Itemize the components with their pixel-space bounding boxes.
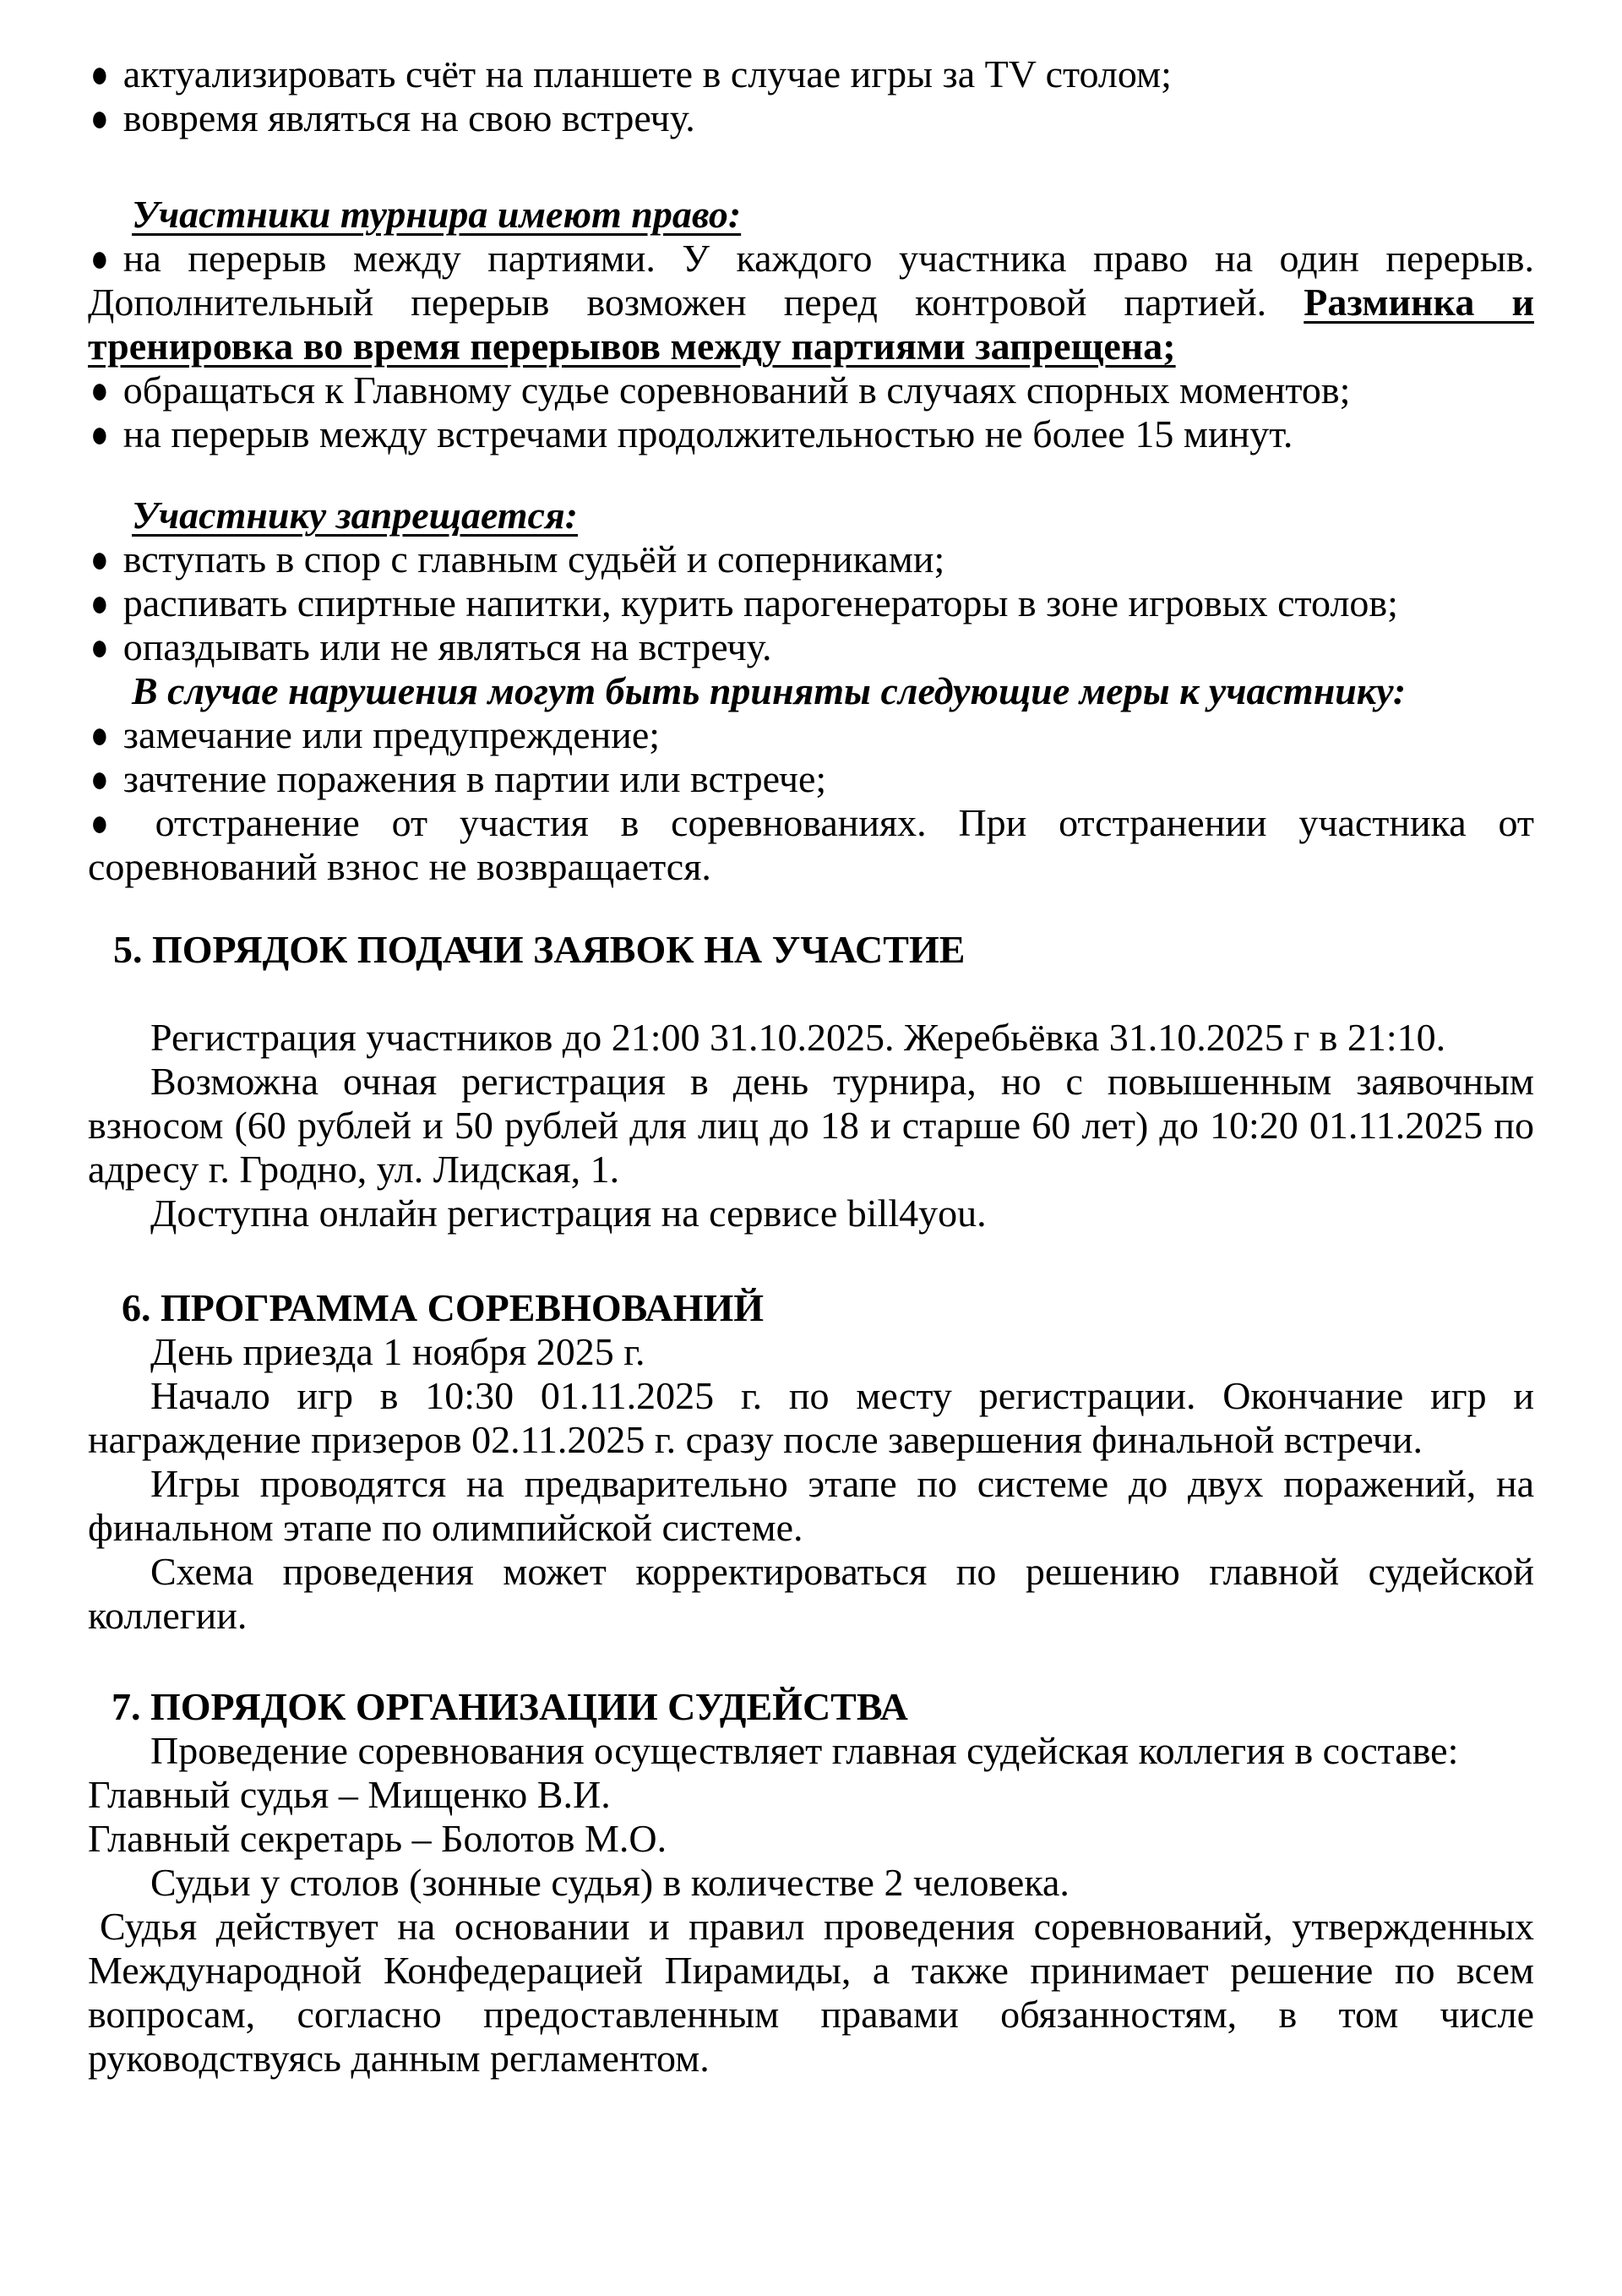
list-item-text: замечание или предупреждение;	[122, 713, 661, 756]
paragraph: День приезда 1 ноября 2025 г.	[150, 1330, 645, 1373]
prohibitions-section-heading: Участнику запрещается:	[132, 494, 578, 537]
list-item-text: вовремя являться на свою встречу.	[122, 96, 695, 139]
list-item	[88, 757, 1534, 801]
list-item-text: отстранение от участия в соревнованиях. При отстранении участника от соревнований взнос не возвращается.	[88, 801, 1535, 888]
list-item	[88, 52, 1534, 96]
measures-heading: В случае нарушения могут быть приняты следующие меры к участнику:	[132, 669, 1407, 712]
rights-section-heading: Участники турнира имеют право:	[132, 193, 742, 236]
bullet-icon: ●	[90, 237, 109, 280]
bullet-icon: ●	[90, 52, 109, 95]
paragraph: Игры проводятся на предварительно этапе по системе до двух поражений, на финальном этапе по олимпийской системе.	[88, 1462, 1534, 1549]
bullet-icon: ●	[90, 801, 109, 844]
paragraph: Регистрация участников до 21:00 31.10.2025. Жеребьёвка 31.10.2025 г в 21:10.	[150, 1016, 1446, 1059]
paragraph: Начало игр в 10:30 01.11.2025 г. по месту регистрации. Окончание игр и награждение призеров 02.11.2025 г. сразу после завершения финальной встречи.	[88, 1374, 1534, 1461]
paragraph: Судья действует на основании и правил проведения соревнований, утвержденных Международной Конфедерацией Пирамиды, а также принимает решение по всем вопросам, согласно предоставленным правами обязанностям, в том числе руководствуясь данным регламентом.	[88, 1905, 1534, 2080]
paragraph: Проведение соревнования осуществляет главная судейская коллегия в составе:	[150, 1729, 1459, 1772]
bullet-icon: ●	[90, 625, 109, 668]
list-item-text: зачтение поражения в партии или встрече;	[122, 757, 827, 800]
list-item-text: актуализировать счёт на планшете в случае игры за TV столом;	[122, 52, 1172, 95]
list-item-text: на перерыв между партиями. У каждого участника право на один перерыв. Дополнительный перерыв возможен перед контровой партией.	[88, 237, 1534, 324]
paragraph: Доступна онлайн регистрация на сервисе bill4you.	[150, 1192, 987, 1235]
list-item	[88, 581, 1534, 625]
bullet-icon: ●	[90, 368, 109, 412]
bullet-icon: ●	[90, 537, 109, 581]
bullet-icon: ●	[90, 96, 109, 139]
bullet-icon: ●	[90, 713, 109, 756]
list-item	[88, 713, 1534, 757]
list-item	[88, 801, 1534, 889]
bullet-icon: ●	[90, 581, 109, 624]
paragraph: Схема проведения может корректироваться по решению главной судейской коллегии.	[88, 1550, 1534, 1637]
list-item	[88, 96, 1534, 140]
section-6-heading: 6. ПРОГРАММА СОРЕВНОВАНИЙ	[122, 1286, 765, 1329]
paragraph: Главный судья – Мищенко В.И.	[88, 1773, 611, 1816]
list-item	[88, 412, 1534, 456]
bullet-icon: ●	[90, 412, 109, 455]
list-item-text: вступать в спор с главным судьёй и соперниками;	[122, 537, 945, 581]
list-item	[88, 625, 1534, 669]
paragraph: Возможна очная регистрация в день турнира, но с повышенным заявочным взносом (60 рублей и 50 рублей для лиц до 18 и старше 60 лет) до 10:20 01.11.2025 по адресу г. Гродно, ул. Лидская, 1.	[88, 1060, 1534, 1191]
paragraph: Главный секретарь – Болотов М.О.	[88, 1817, 667, 1860]
paragraph: Судьи у столов (зонные судья) в количестве 2 человека.	[150, 1861, 1070, 1904]
list-item-text: распивать спиртные напитки, курить парогенераторы в зоне игровых столов;	[122, 581, 1398, 624]
list-item-text: на перерыв между встречами продолжительностью не более 15 минут.	[122, 412, 1293, 455]
section-5-heading: 5. ПОРЯДОК ПОДАЧИ ЗАЯВОК НА УЧАСТИЕ	[113, 928, 966, 971]
list-item	[88, 537, 1534, 581]
list-item-text-emphasized: Разминка и тренировка во время перерывов между партиями запрещена;	[88, 281, 1534, 368]
list-item-text: опаздывать или не являться на встречу.	[122, 625, 772, 668]
list-item	[88, 237, 1534, 368]
section-7-heading: 7. ПОРЯДОК ОРГАНИЗАЦИИ СУДЕЙСТВА	[112, 1685, 908, 1728]
bullet-icon: ●	[90, 757, 109, 800]
list-item-text: обращаться к Главному судье соревнований в случаях спорных моментов;	[122, 368, 1351, 412]
list-item	[88, 368, 1534, 412]
